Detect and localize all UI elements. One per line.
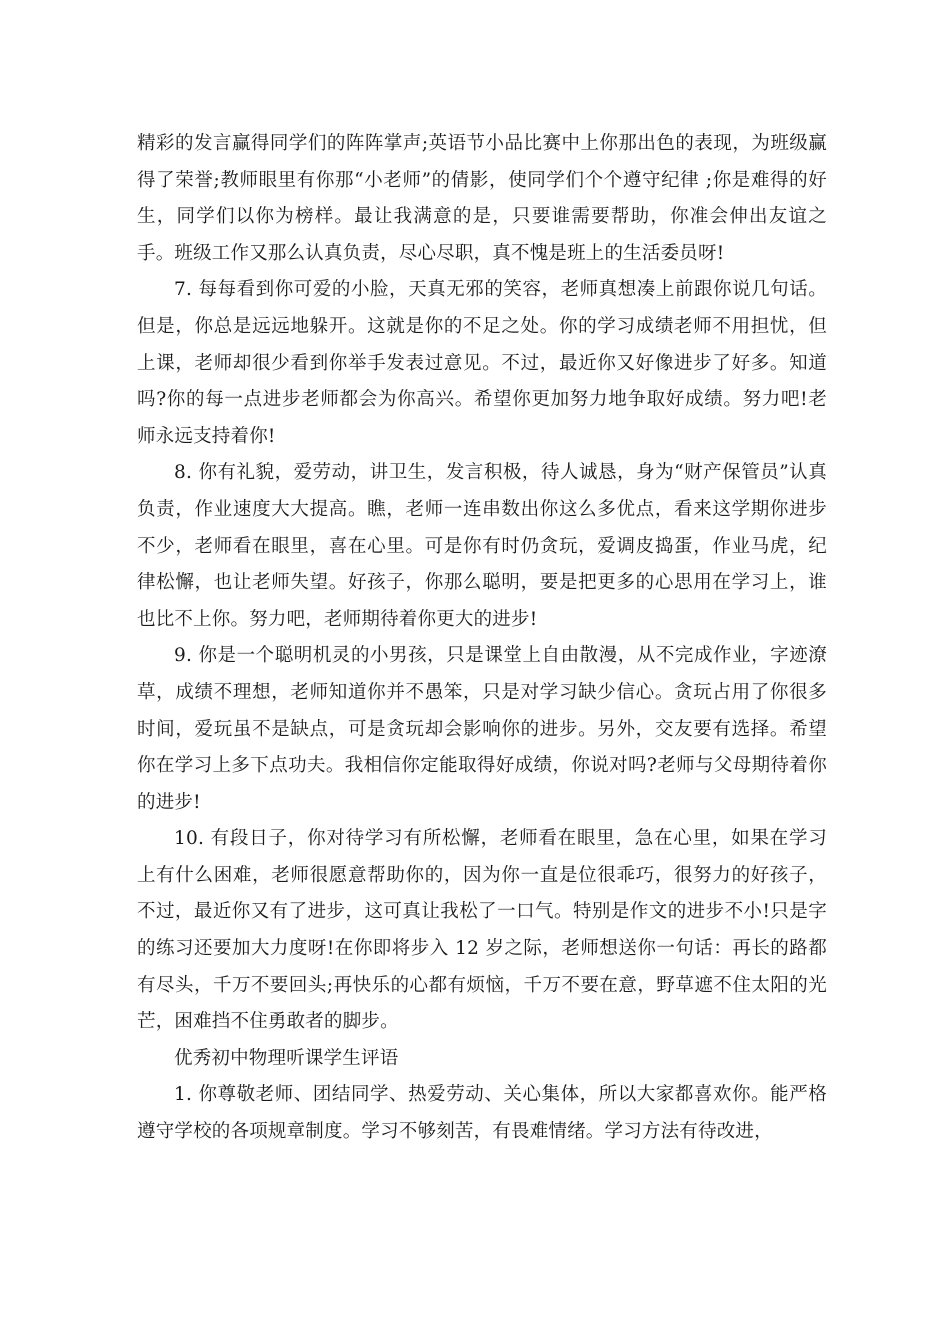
paragraph-continuation: 精彩的发言赢得同学们的阵阵掌声;英语节小品比赛中上你那出色的表现，为班级赢得了荣誉;教师眼里有你那“小老师”的倩影，使同学们个个遵守纪律 ;你是难得的好生，同学们以你为榜样。最让我满意的是，只要谁需要帮助，你准会伸出友谊之手。班级工作又那么认真负责，尽心尽职，真不愧是班上的生活委员呀!: [137, 133, 827, 264]
comment-7: 7. 每每看到你可爱的小脸，天真无邪的笑容，老师真想凑上前跟你说几句话。但是，你总是远远地躲开。这就是你的不足之处。你的学习成绩老师不用担忧，但上课，老师却很少看到你举手发表过意见。不过，最近你又好像进步了好多。知道吗?你的每一点进步老师都会为你高兴。希望你更加努力地争取好成绩。努力吧!老师永远支持着你!: [137, 279, 827, 447]
comment-10: 10. 有段日子，你对待学习有所松懈，老师看在眼里，急在心里，如果在学习上有什么困难，老师很愿意帮助你的，因为你一直是位很乖巧，很努力的好孩子，不过，最近你又有了进步，这可真让我松了一口气。特别是作文的进步不小!只是字的练习还要加大力度呀!在你即将步入 12 岁之际，老师想送你一句话：再长的路都有尽头，千万不要回头;再快乐的心都有烦恼，千万不要在意，野草遮不住太阳的光芒，困难挡不住勇敢者的脚步。: [137, 828, 827, 1033]
document-body: [137, 126, 827, 1151]
comment-1: 1. 你尊敬老师、团结同学、热爱劳动、关心集体，所以大家都喜欢你。能严格遵守学校的各项规章制度。学习不够刻苦，有畏难情绪。学习方法有待改进，: [137, 1084, 827, 1143]
comment-8: 8. 你有礼貌，爱劳动，讲卫生，发言积极，待人诚恳，身为“财产保管员”认真负责，作业速度大大提高。瞧，老师一连串数出你这么多优点，看来这学期你进步不少，老师看在眼里，喜在心里。可是你有时仍贪玩，爱调皮捣蛋，作业马虎，纪律松懈，也让老师失望。好孩子，你那么聪明，要是把更多的心思用在学习上，谁也比不上你。努力吧，老师期待着你更大的进步!: [137, 462, 827, 630]
section-heading: 优秀初中物理听课学生评语: [174, 1047, 399, 1069]
comment-9: 9. 你是一个聪明机灵的小男孩，只是课堂上自由散漫，从不完成作业，字迹潦草，成绩不理想，老师知道你并不愚笨，只是对学习缺少信心。贪玩占用了你很多时间，爱玩虽不是缺点，可是贪玩却会影响你的进步。另外，交友要有选择。希望你在学习上多下点功夫。我相信你定能取得好成绩，你说对吗?老师与父母期待着你的进步!: [137, 645, 827, 813]
